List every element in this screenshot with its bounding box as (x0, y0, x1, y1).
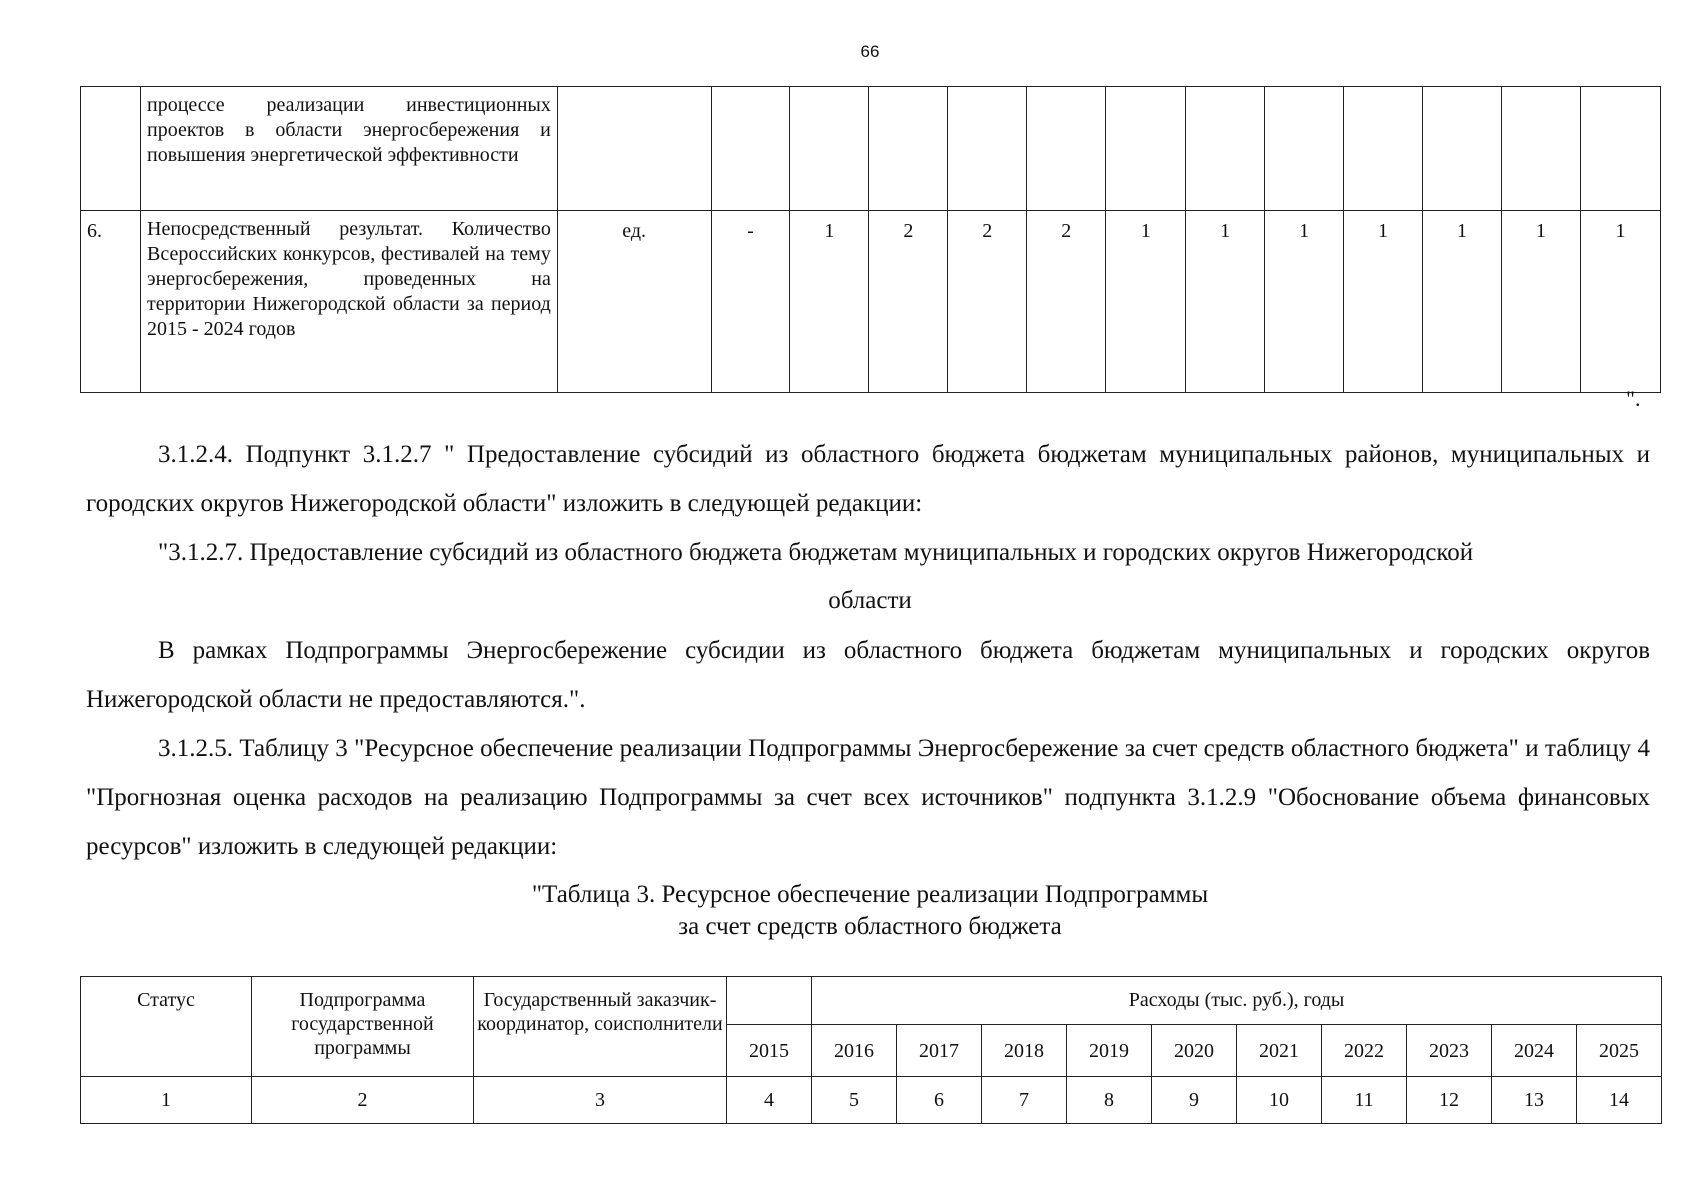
year-cell: 2023 (1407, 1025, 1492, 1077)
value-cell (948, 87, 1027, 211)
year-cell: 2025 (1577, 1025, 1662, 1077)
value-cell (711, 87, 790, 211)
resource-table (80, 976, 1662, 1124)
value-cell: 1 (1344, 211, 1423, 393)
year-cell: 2016 (812, 1025, 897, 1077)
value-cell: 1 (1580, 211, 1660, 393)
value-cell (869, 87, 948, 211)
table-row (81, 87, 1661, 211)
value-cell: 1 (1265, 211, 1344, 393)
column-number: 1 (81, 1077, 252, 1124)
page-number: 66 (860, 42, 880, 61)
indicator-text: Непосредственный результат. Количество Всероссийских конкурсов, фестивалей на тему энергосбережения, проведенных на территории Нижегородской области за период 2015 - 2024 годов (141, 211, 558, 393)
year-cell: 2017 (897, 1025, 982, 1077)
value-cell: 1 (1423, 211, 1502, 393)
paragraph-3-1-2-4: 3.1.2.4. Подпункт 3.1.2.7 " Предоставление субсидий из областного бюджета бюджетам муниципальных районов, муниципальных и городских округов Нижегородской области" изложить в следующей редакции: (86, 441, 1650, 517)
row-number: 6. (81, 211, 141, 393)
column-number: 6 (897, 1077, 982, 1124)
closing-quote: ". (1626, 386, 1641, 411)
column-number: 12 (1407, 1077, 1492, 1124)
value-cell (790, 87, 869, 211)
year-cell: 2024 (1492, 1025, 1577, 1077)
column-numbers-row (81, 1077, 1662, 1124)
paragraph-subsidies-note: В рамках Подпрограммы Энергосбережение субсидии из областного бюджета бюджетам муниципальных и городских округов Нижегородской области не предоставляются.". (86, 637, 1650, 713)
indicator-text: процессе реализации инвестиционных проектов в области энергосбережения и повышения энергетической эффективности (141, 87, 558, 211)
unit-cell (557, 87, 711, 211)
value-cell (1423, 87, 1502, 211)
column-number: 3 (474, 1077, 727, 1124)
table-caption-line-2: за счет средств областного бюджета (678, 913, 1062, 940)
column-number: 5 (812, 1077, 897, 1124)
column-number: 8 (1067, 1077, 1152, 1124)
value-cell (1106, 87, 1186, 211)
value-cell (1580, 87, 1660, 211)
table-header-row (81, 977, 1662, 1025)
indicators-table-continuation (80, 86, 1661, 393)
value-cell: - (711, 211, 790, 393)
value-cell (1186, 87, 1265, 211)
value-cell: 1 (790, 211, 869, 393)
value-cell: 2 (869, 211, 948, 393)
year-cell: 2022 (1322, 1025, 1407, 1077)
header-empty (727, 977, 812, 1025)
header-customer: Государственный заказчик-координатор, соисполнители (474, 977, 727, 1077)
year-cell: 2020 (1152, 1025, 1237, 1077)
value-cell (1501, 87, 1580, 211)
paragraph-3-1-2-7-heading: "3.1.2.7. Предоставление субсидий из областного бюджета бюджетам муниципальных и городских округов Нижегородской (158, 539, 1474, 566)
column-number: 11 (1322, 1077, 1407, 1124)
column-number: 14 (1577, 1077, 1662, 1124)
row-number (81, 87, 141, 211)
column-number: 2 (252, 1077, 474, 1124)
column-number: 13 (1492, 1077, 1577, 1124)
column-number: 9 (1152, 1077, 1237, 1124)
column-number: 4 (727, 1077, 812, 1124)
value-cell (1265, 87, 1344, 211)
header-subprogram: Подпрограмма государственной программы (252, 977, 474, 1077)
year-cell: 2015 (727, 1025, 812, 1077)
value-cell: 2 (1027, 211, 1106, 393)
value-cell: 2 (948, 211, 1027, 393)
column-number: 7 (982, 1077, 1067, 1124)
column-number: 10 (1237, 1077, 1322, 1124)
year-cell: 2021 (1237, 1025, 1322, 1077)
unit-cell: ед. (557, 211, 711, 393)
value-cell (1344, 87, 1423, 211)
value-cell (1027, 87, 1106, 211)
paragraph-3-1-2-7-heading-tail: области (828, 587, 912, 614)
header-expenses: Расходы (тыс. руб.), годы (812, 977, 1662, 1025)
year-cell: 2019 (1067, 1025, 1152, 1077)
year-cell: 2018 (982, 1025, 1067, 1077)
value-cell: 1 (1186, 211, 1265, 393)
table-caption-line-1: "Таблица 3. Ресурсное обеспечение реализации Подпрограммы (531, 881, 1209, 908)
value-cell: 1 (1106, 211, 1186, 393)
paragraph-3-1-2-5: 3.1.2.5. Таблицу 3 "Ресурсное обеспечение реализации Подпрограммы Энергосбережение за счет средств областного бюджета" и таблицу 4 "Прогнозная оценка расходов на реализацию Подпрограммы за счет всех источников" подпункта 3.1.2.9 "Обоснование объема финансовых ресурсов" изложить в следующей редакции: (86, 735, 1650, 860)
table-row (81, 211, 1661, 393)
header-status: Статус (81, 977, 252, 1077)
value-cell: 1 (1501, 211, 1580, 393)
